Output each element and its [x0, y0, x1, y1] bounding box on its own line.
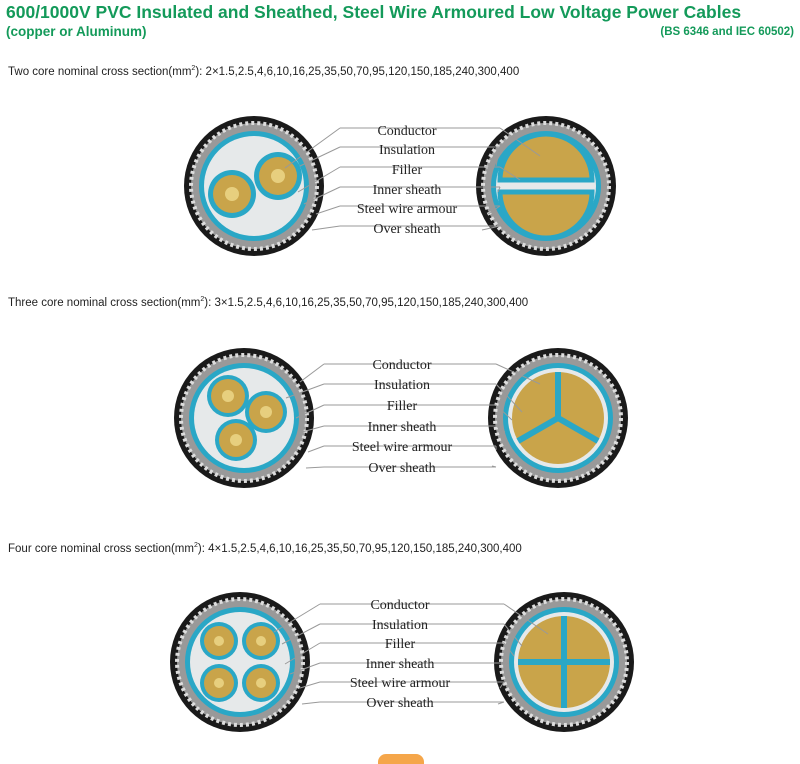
four-core-diagram: [0, 584, 800, 734]
four-core-cross-section-text: Four core nominal cross $section(mm^2)$: 4×1.5,2.5,4,6,10,16,25,35,50,70,95,120,150,185,240,300,400: [8, 542, 522, 555]
label-steel-wire-armour: Steel wire armour: [356, 202, 458, 217]
label-conductor: Conductor: [377, 124, 437, 139]
label-steel-wire-armour: Steel wire armour: [349, 676, 451, 691]
three-core-diagram: [0, 340, 800, 490]
label-filler: Filler: [391, 163, 423, 178]
label-inner-sheath: Inner sheath: [372, 183, 442, 198]
label-filler: Filler: [384, 637, 416, 652]
two-core-diagram: [0, 108, 800, 258]
label-inner-sheath: Inner sheath: [365, 657, 435, 672]
two-core-sector-cable-cross-section: [476, 116, 616, 256]
label-conductor: Conductor: [370, 598, 430, 613]
label-over-sheath: Over sheath: [373, 222, 441, 237]
three-core-round-cable-cross-section: [174, 348, 314, 488]
label-over-sheath: Over sheath: [366, 696, 434, 711]
label-insulation: Insulation: [372, 618, 428, 633]
bottom-tab-button[interactable]: [378, 754, 424, 764]
page-title: 600/1000V PVC Insulated and Sheathed, Steel Wire Armoured Low Voltage Power Cables: [6, 2, 742, 22]
label-over-sheath: Over sheath: [368, 461, 436, 476]
page-subtitle: (copper or Aluminum): [6, 24, 147, 39]
three-core-sector-cable-cross-section: [488, 348, 628, 488]
three-core-cross-section-text: Three core nominal cross $section(mm^2)$: 3×1.5,2.5,4,6,10,16,25,35,50,70,95,120,150,185,240,300,400: [8, 296, 529, 309]
standard-reference: (BS 6346 and IEC 60502): [660, 26, 794, 38]
label-insulation: Insulation: [374, 378, 430, 393]
four-core-sector-cable-cross-section: [494, 592, 634, 732]
label-inner-sheath: Inner sheath: [367, 420, 437, 435]
label-steel-wire-armour: Steel wire armour: [351, 440, 453, 455]
label-conductor: Conductor: [372, 358, 432, 373]
label-filler: Filler: [386, 399, 418, 414]
label-insulation: Insulation: [379, 143, 435, 158]
two-core-round-cable-cross-section: [184, 116, 324, 256]
two-core-cross-section-text: Two core nominal cross $section(mm^2)$: 2×1.5,2.5,4,6,10,16,25,35,50,70,95,120,150,185,240,300,400: [8, 65, 520, 78]
